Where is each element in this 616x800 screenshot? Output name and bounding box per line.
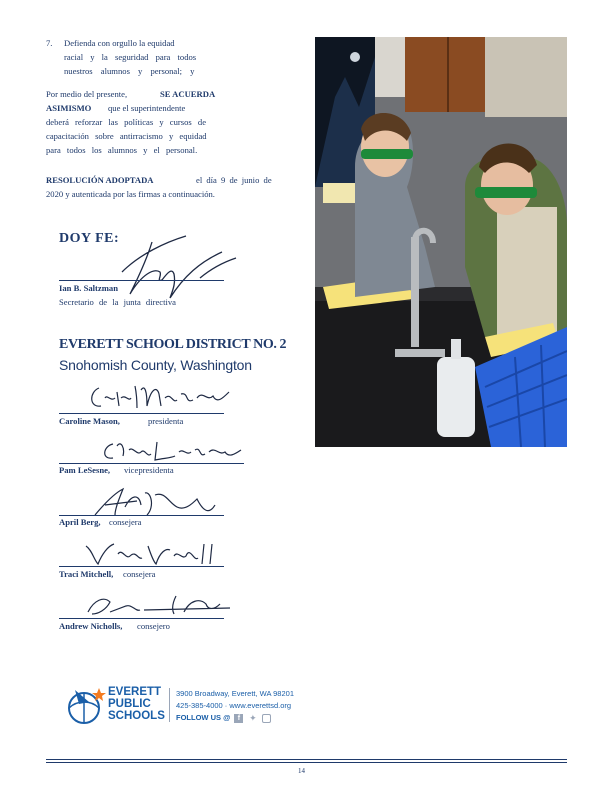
- signer-name: Traci Mitchell,: [59, 569, 114, 579]
- signer-role: consejero: [137, 621, 170, 631]
- president-signature: [85, 380, 235, 416]
- footer-rule-bottom: [46, 762, 567, 763]
- resolve-line-1a: Por medio del presente,: [46, 89, 128, 99]
- signer-role: vicepresidenta: [124, 465, 174, 475]
- district-logo-text: [108, 686, 165, 722]
- board-member-signature-line: [59, 566, 224, 567]
- vice-president-signature-line: [59, 463, 244, 464]
- secretary-role: Secretario de la junta directiva: [59, 297, 176, 307]
- resolve-line-2a: ASIMISMO: [46, 103, 92, 113]
- signer-role: presidenta: [148, 416, 184, 426]
- resolve-line-4: capacitación sobre antirracismo y equidad: [46, 131, 207, 141]
- district-logo-icon: [65, 686, 109, 726]
- logo-divider: [169, 688, 170, 722]
- adopted-line-2: 2020 y autenticada por las firmas a continuación.: [46, 189, 215, 199]
- logo-line-3: SCHOOLS: [108, 710, 165, 722]
- instagram-icon[interactable]: [262, 714, 271, 723]
- resolve-line-1b: SE ACUERDA: [160, 89, 216, 99]
- resolve-line-5: para todos los alumnos y el personal.: [46, 145, 198, 155]
- signer-name: Caroline Mason,: [59, 416, 120, 426]
- vice-president-signature: [95, 436, 245, 466]
- twitter-icon[interactable]: ✦: [249, 712, 257, 723]
- attest-heading: DOY FE:: [59, 231, 120, 246]
- lab-students-photo: [315, 37, 567, 447]
- logo-line-2: PUBLIC: [108, 698, 151, 710]
- item-7-line-1: Defienda con orgullo la equidad: [64, 38, 175, 48]
- item-7-line-3: nuestros alumnos y personal; y: [64, 66, 195, 76]
- board-member-signature-line: [59, 618, 224, 619]
- secretary-name: Ian B. Saltzman: [59, 283, 118, 293]
- contact-block: [176, 688, 294, 724]
- adopted-line-1b: el día 9 de junio de: [196, 175, 272, 185]
- resolve-line-3: deberá reforzar las políticas y cursos de: [46, 117, 207, 127]
- board-member-signature: [80, 592, 235, 618]
- follow-us-text: FOLLOW US @: [176, 713, 231, 722]
- board-member-signature-line: [59, 515, 224, 516]
- logo-line-1: EVERETT: [108, 686, 162, 698]
- adopted-line-1a: RESOLUCIÓN ADOPTADA: [46, 175, 154, 185]
- signer-name: Andrew Nicholls,: [59, 621, 123, 631]
- president-signature-line: [59, 413, 224, 414]
- signer-role: consejera: [123, 569, 156, 579]
- item-7-line-2: racial y la seguridad para todos: [64, 52, 197, 62]
- signer-name: April Berg,: [59, 517, 101, 527]
- signer-name: Pam LeSesne,: [59, 465, 111, 475]
- page-number: 14: [298, 767, 305, 775]
- item-7-number: 7.: [46, 38, 53, 48]
- phone-web-text: 425-385-4000 · www.everettsd.org: [176, 701, 292, 710]
- address-text: 3900 Broadway, Everett, WA 98201: [176, 689, 294, 698]
- secretary-signature: [100, 232, 242, 302]
- secretary-signature-line: [59, 280, 224, 281]
- district-location: Snohomish County, Washington: [59, 357, 252, 373]
- district-name: EVERETT SCHOOL DISTRICT NO. 2: [59, 337, 287, 352]
- facebook-icon[interactable]: f: [234, 714, 243, 723]
- resolve-line-2b: que el superintendente: [108, 103, 186, 113]
- signer-role: consejera: [109, 517, 142, 527]
- footer-rule-top: [46, 759, 567, 760]
